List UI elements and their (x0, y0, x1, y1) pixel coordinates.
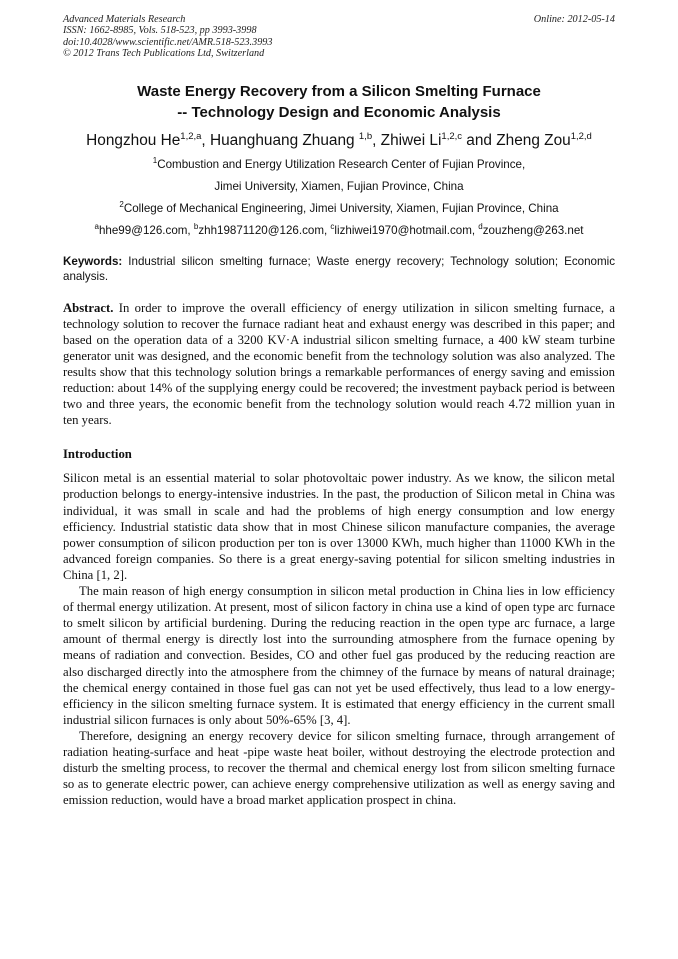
paper-page (63, 14, 615, 808)
copyright-line: © 2012 Trans Tech Publications Ltd, Switzerland (63, 48, 265, 60)
affiliation-1-line-2: Jimei University, Xiamen, Fujian Province, China (214, 179, 464, 193)
keywords-label: Keywords: (63, 254, 123, 268)
author-superscript: 1,b (358, 130, 373, 142)
affiliation-2 (63, 198, 615, 220)
doi-line: doi:10.4028/www.scientific.net/AMR.518-523.3993 (63, 36, 273, 48)
paragraph: Therefore, designing an energy recovery device for silicon smelting furnace, through arrangement of radiation heating-surface and heat -pipe waste heat boiler, without destroying the electrode protection and disturb the smelting process, to recover the thermal and chemical energy lost from silicon smelting furnace so as to generate electric power, can achieve energy comprehensive utilization as well as energy saving and emission reduction, would have a broad market application prospect in china. (63, 728, 615, 808)
author-superscript: 1,2,a (180, 130, 202, 142)
introduction-heading: Introduction (63, 447, 132, 462)
email-address: zouzheng@263.net (482, 223, 584, 237)
journal-header (63, 14, 615, 60)
author-separator: , (201, 131, 210, 149)
email-superscript: a (94, 221, 99, 231)
author-separator: , (372, 131, 381, 149)
email-superscript: b (193, 221, 199, 231)
title-line-1: Waste Energy Recovery from a Silicon Smelting Furnace (137, 82, 541, 100)
online-date: Online: 2012-05-14 (533, 14, 615, 25)
email-line (63, 220, 615, 242)
author-name: Zhiwei Li (380, 131, 442, 149)
paper-title (63, 81, 615, 123)
abstract-section (63, 300, 615, 429)
email-address: hhe99@126.com, (98, 223, 194, 237)
journal-name: Advanced Materials Research (63, 14, 186, 25)
paragraph: Silicon metal is an essential material to solar photovoltaic power industry. As we know, the silicon metal production belongs to energy-intensive industries. In the past, the production of Silicon metal in China was individual, it was small in scale and had the problems of high energy consumption and low energy efficiency. Industrial statistic data show that in most Chinese silicon manufacture companies, the average power consumption of silicon production per ton is over 13000 KWh, much higher than 11000 KWh in the advanced foreign companies. So there is a great energy-saving potential for silicon smelting industries in China [1, 2]. (63, 471, 615, 582)
author-superscript: 1,2,c (441, 130, 463, 142)
title-line-2: -- Technology Design and Economic Analysis (177, 103, 501, 121)
abstract-label: Abstract. (63, 300, 114, 315)
author-name: Hongzhou He (86, 131, 181, 149)
email-superscript: d (478, 221, 483, 231)
affiliation-superscript: 1 (152, 155, 158, 165)
email-address: lizhiwei1970@hotmail.com, (334, 223, 479, 237)
email-superscript: c (330, 221, 335, 231)
abstract-text: In order to improve the overall efficiency of energy utilization in silicon smelting furnace, a technology solution to recover the furnace radiant heat and exhaust energy was described in this paper; and based on the operation data of a 3200 KV·A industrial silicon smelting furnace, a 400 kW steam turbine generator unit was designed, and the economic benefit from the technology solution was also analyzed. The results show that this technology solution brings a remarkable performances of energy saving and emission reduction: about 14% of the supplying energy could be recovered; the investment payback period is between two and three years, the economic benefit from the technology solution would reach 4.72 million yuan in ten years. (63, 300, 615, 428)
author-list (63, 131, 615, 151)
paragraph: The main reason of high energy consumption in silicon metal production in China lies in low efficiency of thermal energy utilization. At present, most of silicon factory in china use a kind of open type arc furnace to smelt silicon by artificial burdening. During the reducing reaction in the open type arc furnace, a large amount of thermal energy is directly lost into the surrounding atmosphere from the furnace opening by means of radiation and convection. Besides, CO and other fuel gas produced by the reducing reaction are also discharged directly into the atmosphere from the chimney of the furnace by means of natural drainage; the chemical energy contained in those fuel gas can not yet be used effectively, thus lead to a low energy-efficiency in the silicon smelting furnace system. It is estimated that energy efficiency in the current small industrial silicon furnaces is only about 50%-65% [3, 4]. (63, 584, 615, 727)
affiliation-1-line-1 (63, 154, 615, 176)
issn-line: ISSN: 1662-8985, Vols. 518-523, pp 3993-3998 (63, 25, 257, 37)
affiliation-text: Combustion and Energy Utilization Research Center of Fujian Province, (157, 157, 526, 171)
author-name: Zheng Zou (496, 131, 571, 149)
affiliation-superscript: 2 (119, 199, 124, 209)
keywords-text: Industrial silicon smelting furnace; Waste energy recovery; Technology solution; Economic analysis. (63, 254, 615, 283)
affiliations (63, 154, 615, 242)
email-address: zhh19871120@126.com, (198, 223, 331, 237)
author-separator: and (462, 131, 497, 149)
author-name: Huanghuang Zhuang (209, 131, 359, 149)
introduction-body (63, 470, 615, 808)
keywords-section (63, 254, 615, 284)
affiliation-text: College of Mechanical Engineering, Jimei University, Xiamen, Fujian Province, China (123, 201, 559, 215)
author-superscript: 1,2,d (570, 130, 592, 142)
